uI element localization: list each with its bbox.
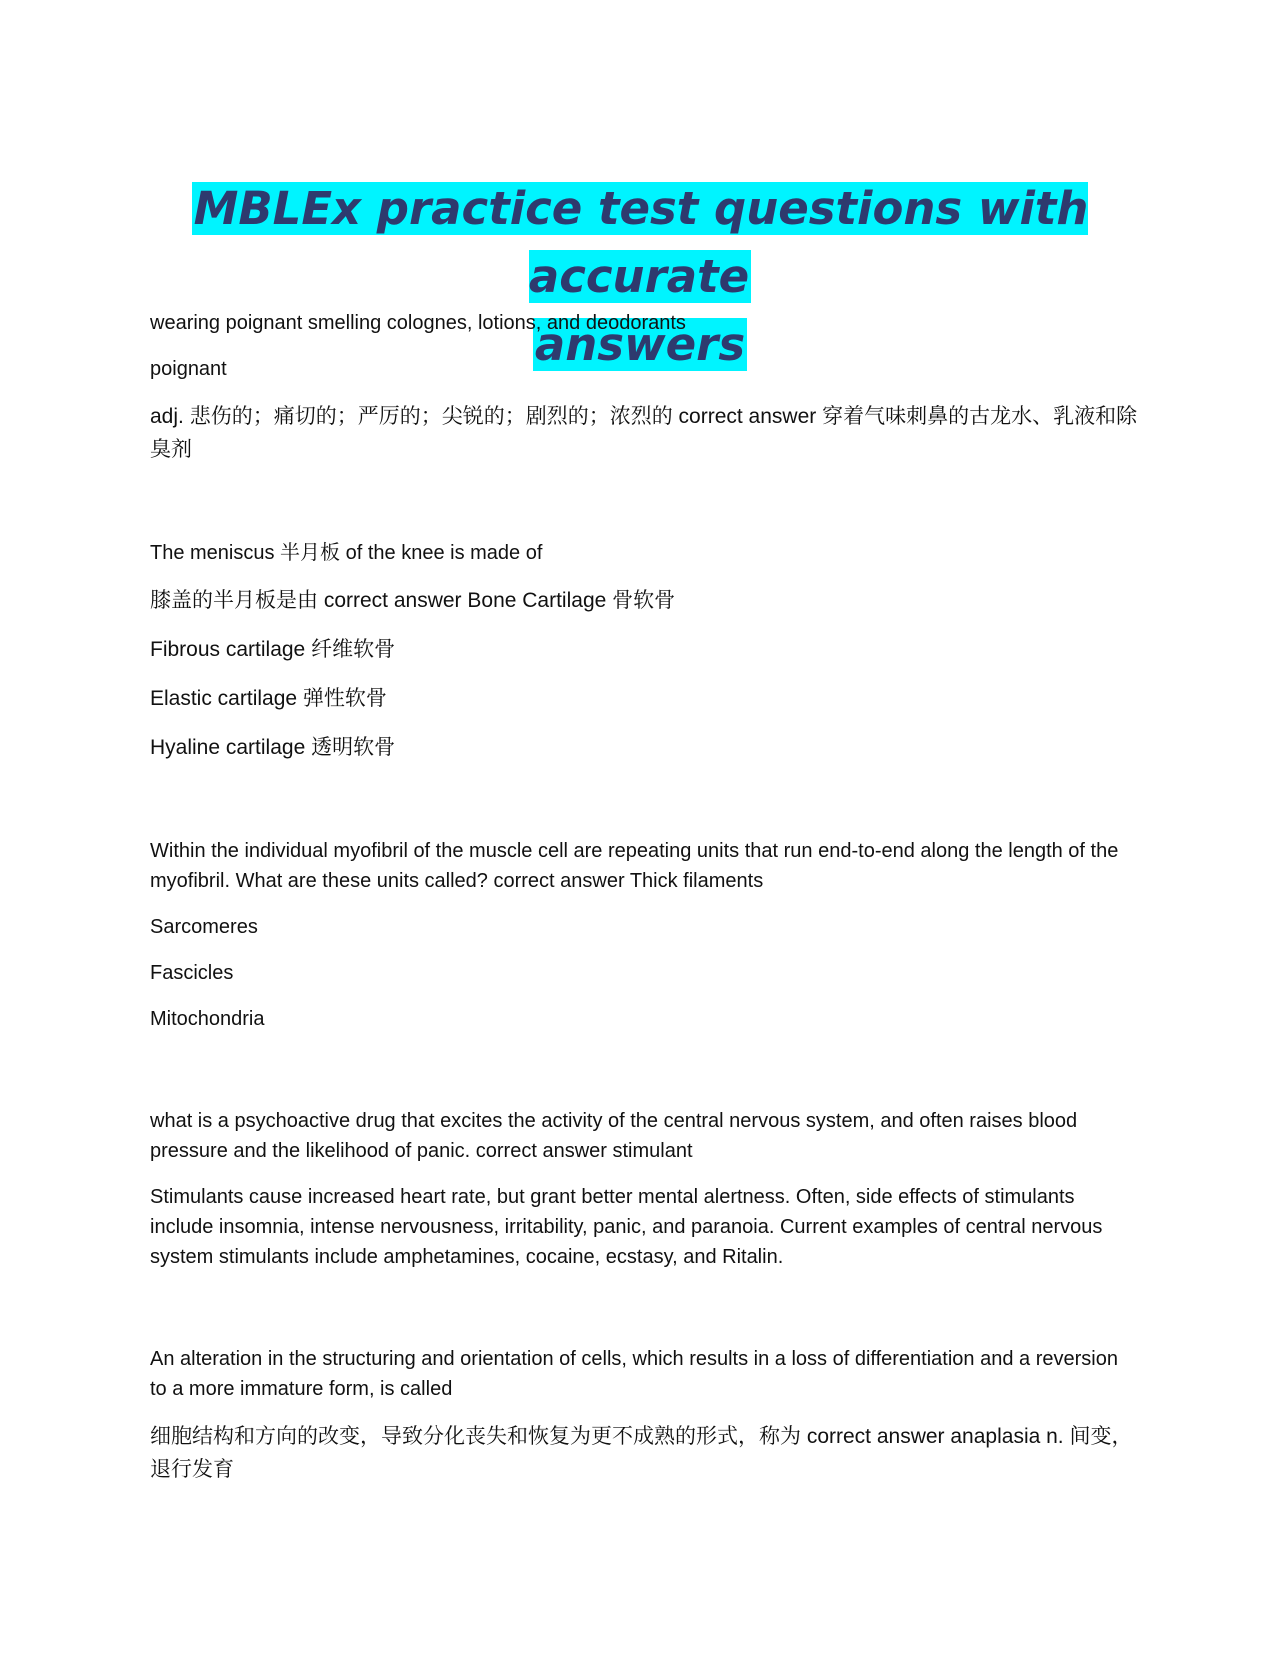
qa-block-anaplasia	[150, 1344, 1140, 1486]
question-text: The meniscus 半月板 of the knee is made of	[150, 542, 543, 564]
qa-block-myofibril	[150, 836, 1140, 1034]
answer-text: adj. 悲伤的；痛切的；严厉的；尖锐的；剧烈的；浓烈的 correct answer 穿着气味刺鼻的古龙水、乳液和除臭剂	[150, 405, 1138, 461]
option-text: Fibrous cartilage 纤维软骨	[150, 638, 396, 661]
question-text: wearing poignant smelling colognes, lotions, and deodorants	[150, 312, 686, 334]
question-text: what is a psychoactive drug that excites the activity of the central nervous system, and often raises blood pressure and the likelihood of panic. correct answer stimulant	[150, 1110, 1078, 1162]
section-spacer	[150, 482, 1140, 538]
explanation-text: Stimulants cause increased heart rate, but grant better mental alertness. Often, side effects of stimulants include insomnia, intense nervousness, irritability, panic, and paranoia. Current examples of central nervous system stimulants include amphetamines, cocaine, ecstasy, and Ritalin.	[150, 1186, 1103, 1268]
term-text: poignant	[150, 358, 227, 380]
title-line-1: MBLEx practice test questions with accurate	[193, 182, 1089, 303]
option-text: Fascicles	[150, 962, 234, 984]
section-spacer	[150, 1288, 1140, 1344]
answer-text: 膝盖的半月板是由 correct answer Bone Cartilage 骨软骨	[150, 589, 676, 612]
document-body	[150, 308, 1140, 1502]
option-text: Hyaline cartilage 透明软骨	[150, 736, 396, 759]
option-text: Elastic cartilage 弹性软骨	[150, 687, 387, 710]
option-text: Sarcomeres	[150, 916, 258, 938]
qa-block-poignant	[150, 308, 1140, 466]
question-text: An alteration in the structuring and orientation of cells, which results in a loss of differentiation and a reversion to a more immature form, is called	[150, 1348, 1118, 1400]
section-spacer	[150, 780, 1140, 836]
option-text: Mitochondria	[150, 1008, 265, 1030]
title-line-2: answers	[534, 318, 746, 371]
question-text: Within the individual myofibril of the muscle cell are repeating units that run end-to-end along the length of the myofibril. What are these units called? correct answer Thick filaments	[150, 840, 1119, 892]
qa-block-stimulant	[150, 1106, 1140, 1272]
qa-block-meniscus	[150, 538, 1140, 764]
answer-text: 细胞结构和方向的改变，导致分化丧失和恢复为更不成熟的形式，称为 correct answer anaplasia n. 间变，退行发育	[150, 1425, 1133, 1481]
section-spacer	[150, 1050, 1140, 1106]
